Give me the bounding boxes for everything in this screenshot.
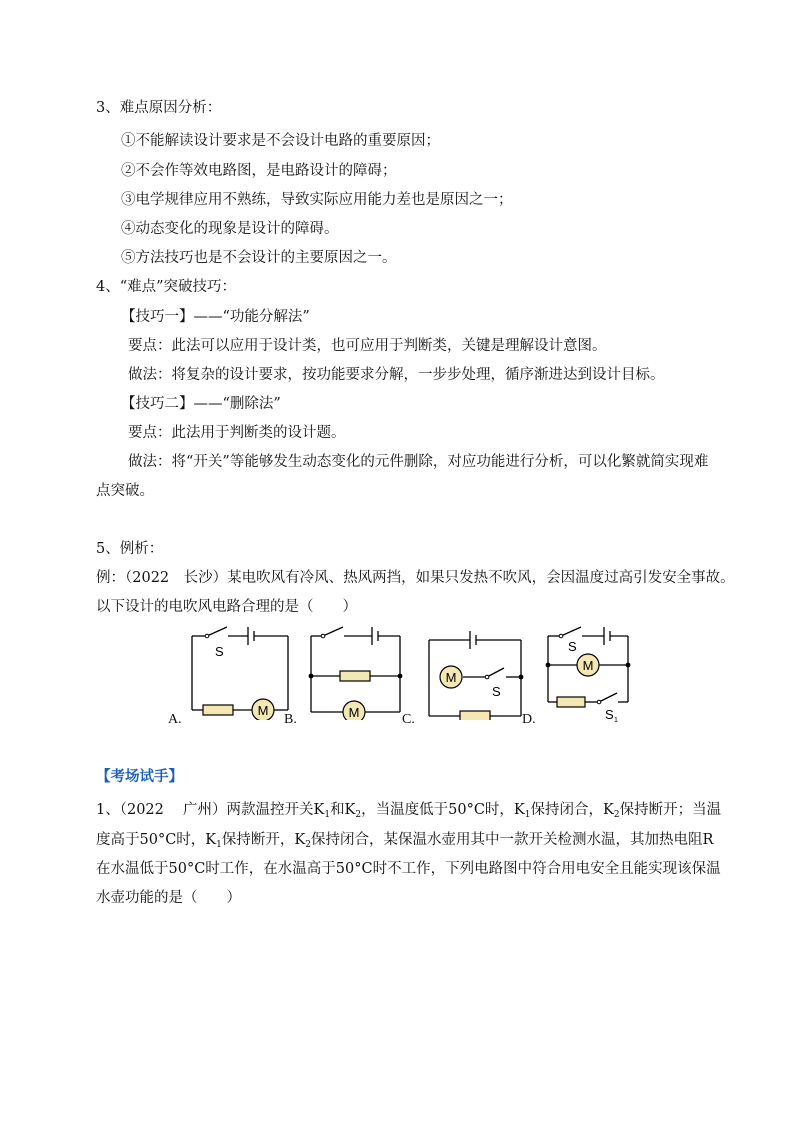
motor-label: M: [348, 705, 360, 720]
option-d-label: D.: [522, 712, 536, 727]
option-b-label: B.: [284, 712, 297, 727]
exam-q1-line4: 水壶功能的是（ ）: [96, 890, 241, 906]
exam-q1-line2: 度高于50°C时，$K_1$保持断开，$K_2$保持闭合，某保温水壶用其中一款开关检测水温，其加热电阻R: [96, 832, 714, 850]
circuit-b: [300, 620, 410, 720]
switch1-label: S: [605, 707, 614, 722]
circuit-d: [540, 620, 636, 732]
example-question-line1: 例：（2022 长沙）某电吹风有冷风、热风两挡，如果只发热不吹风，会因温度过高引发安全事故。: [96, 570, 735, 586]
resistor-icon: [203, 705, 233, 715]
motor-label: M: [257, 703, 269, 718]
section3-item-5: ⑤方法技巧也是不会设计的主要原因之一。: [121, 250, 397, 266]
switch-label: S: [492, 684, 501, 699]
circuit-options-figure: [160, 620, 660, 738]
circuit-c: [424, 620, 528, 720]
exam-heading: 【考场试手】: [96, 768, 183, 785]
exam-q1-line3: 在水温低于50°C时工作，在水温高于50°C时不工作，下列电路图中符合用电安全且能实现该保温: [96, 861, 721, 877]
section3-item-2: ②不会作等效电路图，是电路设计的障碍；: [121, 163, 397, 179]
resistor-icon: [557, 697, 585, 707]
tip1-key: 要点：此法可以应用于设计类，也可应用于判断类，关键是理解设计意图。: [128, 338, 607, 354]
exam-q1-line1: 1、（2022 广州）两款温控开关$K_1$和$K_2$，当温度低于50°C时，$K_1$保持闭合，$K_2$保持断开；当温: [96, 802, 722, 820]
resistor-icon: [340, 671, 370, 681]
switch1-subscript: 1: [614, 717, 618, 724]
motor-label: M: [445, 670, 457, 685]
section4-title: 4、“难点”突破技巧：: [96, 279, 237, 295]
option-c-label: C.: [402, 712, 415, 727]
tip2-method-line2: 点突破。: [96, 483, 154, 499]
section3-item-3: ③电学规律应用不熟练，导致实际应用能力差也是原因之一；: [121, 192, 513, 208]
tip2-title: 【技巧二】——“删除法”: [121, 396, 281, 412]
motor-label: M: [582, 658, 594, 673]
resistor-icon: [460, 711, 490, 720]
section3-title: 3、难点原因分析：: [96, 100, 222, 116]
tip2-key: 要点：此法用于判断类的设计题。: [128, 425, 346, 441]
switch-label: S: [215, 644, 224, 659]
switch-contact: [205, 634, 209, 638]
option-a-label: A.: [168, 712, 182, 727]
section5-title: 5、例析：: [96, 541, 164, 557]
section3-item-1: ①不能解读设计要求是不会设计电路的重要原因；: [121, 133, 440, 149]
tip2-method-line1: 做法：将“开关”等能够发生动态变化的元件删除，对应功能进行分析，可以化繁就简实现难: [128, 454, 709, 470]
example-question-line2: 以下设计的电吹风电路合理的是（ ）: [96, 599, 357, 615]
tip1-method: 做法：将复杂的设计要求，按功能要求分解，一步步处理，循序渐进达到设计目标。: [128, 367, 665, 383]
tip1-title: 【技巧一】——“功能分解法”: [121, 309, 310, 325]
circuit-a: [178, 620, 290, 720]
section3-item-4: ④动态变化的现象是设计的障碍。: [121, 221, 339, 237]
switch-label: S: [568, 639, 577, 654]
